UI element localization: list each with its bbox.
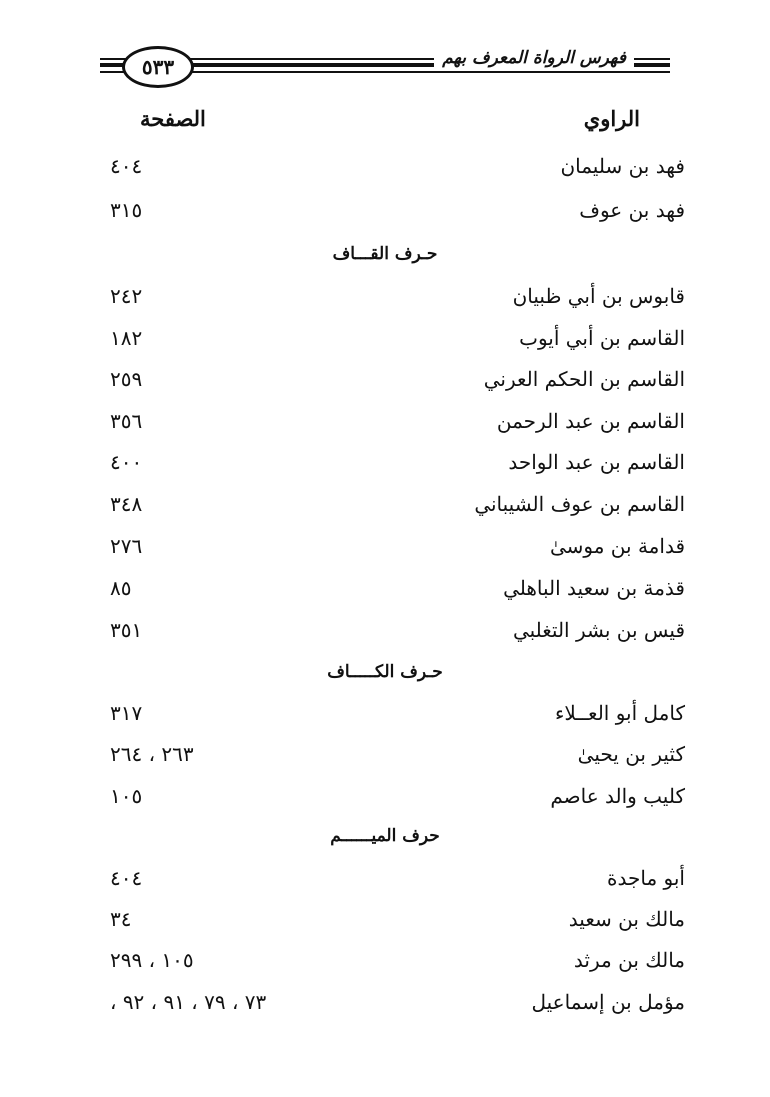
- narrator-name: القاسم بن الحكم العرني: [483, 367, 685, 391]
- page-refs: ٤٠٤: [110, 154, 143, 178]
- section-heading-qaf: حـرف القـــاف: [332, 244, 438, 264]
- page-refs: ٣١٧: [110, 701, 143, 725]
- narrator-name: فهد بن عوف: [579, 198, 685, 222]
- page-refs: ٣٤: [110, 907, 132, 931]
- index-row: [0, 618, 770, 652]
- narrator-name: قابوس بن أبي ظبيان: [512, 284, 685, 308]
- page-refs: ١٠٥ ، ٢٩٩: [110, 948, 194, 972]
- section-heading-mim: حرف الميــــــم: [330, 826, 440, 846]
- page-header: [100, 44, 670, 88]
- narrator-name: كامل أبو العــلاء: [555, 701, 685, 725]
- page-refs: ٨٥: [110, 576, 132, 600]
- index-row: [0, 450, 770, 484]
- narrator-name: أبو ماجدة: [607, 866, 685, 890]
- narrator-name: مؤمل بن إسماعيل: [531, 990, 685, 1014]
- column-header-narrator: الراوي: [583, 106, 640, 131]
- page-refs: ٣٤٨: [110, 492, 143, 516]
- index-row: [0, 907, 770, 941]
- narrator-name: القاسم بن عبد الواحد: [508, 450, 685, 474]
- narrator-name: القاسم بن عبد الرحمن: [496, 409, 685, 433]
- page-refs: ٢٧٦: [110, 534, 143, 558]
- narrator-name: فهد بن سليمان: [560, 154, 685, 178]
- page-refs: ٢٦٣ ، ٢٦٤: [110, 742, 194, 766]
- narrator-name: مالك بن سعيد: [568, 907, 685, 931]
- page-refs: ٣٥٦: [110, 409, 143, 433]
- page-refs: ١٠٥: [110, 784, 143, 808]
- index-row: [0, 367, 770, 401]
- index-row: [0, 784, 770, 818]
- index-row: [0, 948, 770, 982]
- index-row: [0, 198, 770, 232]
- narrator-name: كثير بن يحيىٰ: [577, 742, 685, 766]
- index-row: [0, 576, 770, 610]
- index-row: [0, 990, 770, 1024]
- page-refs: ٤٠٠: [110, 450, 143, 474]
- index-row: [0, 866, 770, 900]
- page-refs: ٣١٥: [110, 198, 143, 222]
- narrator-name: كليب والد عاصم: [550, 784, 685, 808]
- narrator-name: القاسم بن أبي أيوب: [519, 326, 685, 350]
- page-refs: ٣٥١: [110, 618, 143, 642]
- index-row: [0, 154, 770, 188]
- narrator-name: مالك بن مرثد: [573, 948, 685, 972]
- index-row: [0, 534, 770, 568]
- index-row: [0, 326, 770, 360]
- page-refs: ٢٤٢: [110, 284, 143, 308]
- page-refs: ٧٣ ، ٧٩ ، ٩١ ، ٩٢ ،: [110, 990, 267, 1014]
- column-header-page: الصفحة: [140, 106, 206, 131]
- narrator-name: قذمة بن سعيد الباهلي: [503, 576, 685, 600]
- index-row: [0, 284, 770, 318]
- page-number: ٥٣٣: [122, 46, 194, 88]
- narrator-name: قيس بن بشر التغلبي: [512, 618, 685, 642]
- page-refs: ٤٠٤: [110, 866, 143, 890]
- index-row: [0, 701, 770, 735]
- page-refs: ١٨٢: [110, 326, 143, 350]
- running-title: فهرس الرواة المعرف بهم: [434, 48, 634, 68]
- page-refs: ٢٥٩: [110, 367, 143, 391]
- section-heading-kaf: حـرف الكـــــاف: [327, 662, 443, 682]
- index-row: [0, 492, 770, 526]
- index-row: [0, 409, 770, 443]
- index-row: [0, 742, 770, 776]
- narrator-name: قدامة بن موسىٰ: [549, 534, 685, 558]
- narrator-name: القاسم بن عوف الشيباني: [474, 492, 685, 516]
